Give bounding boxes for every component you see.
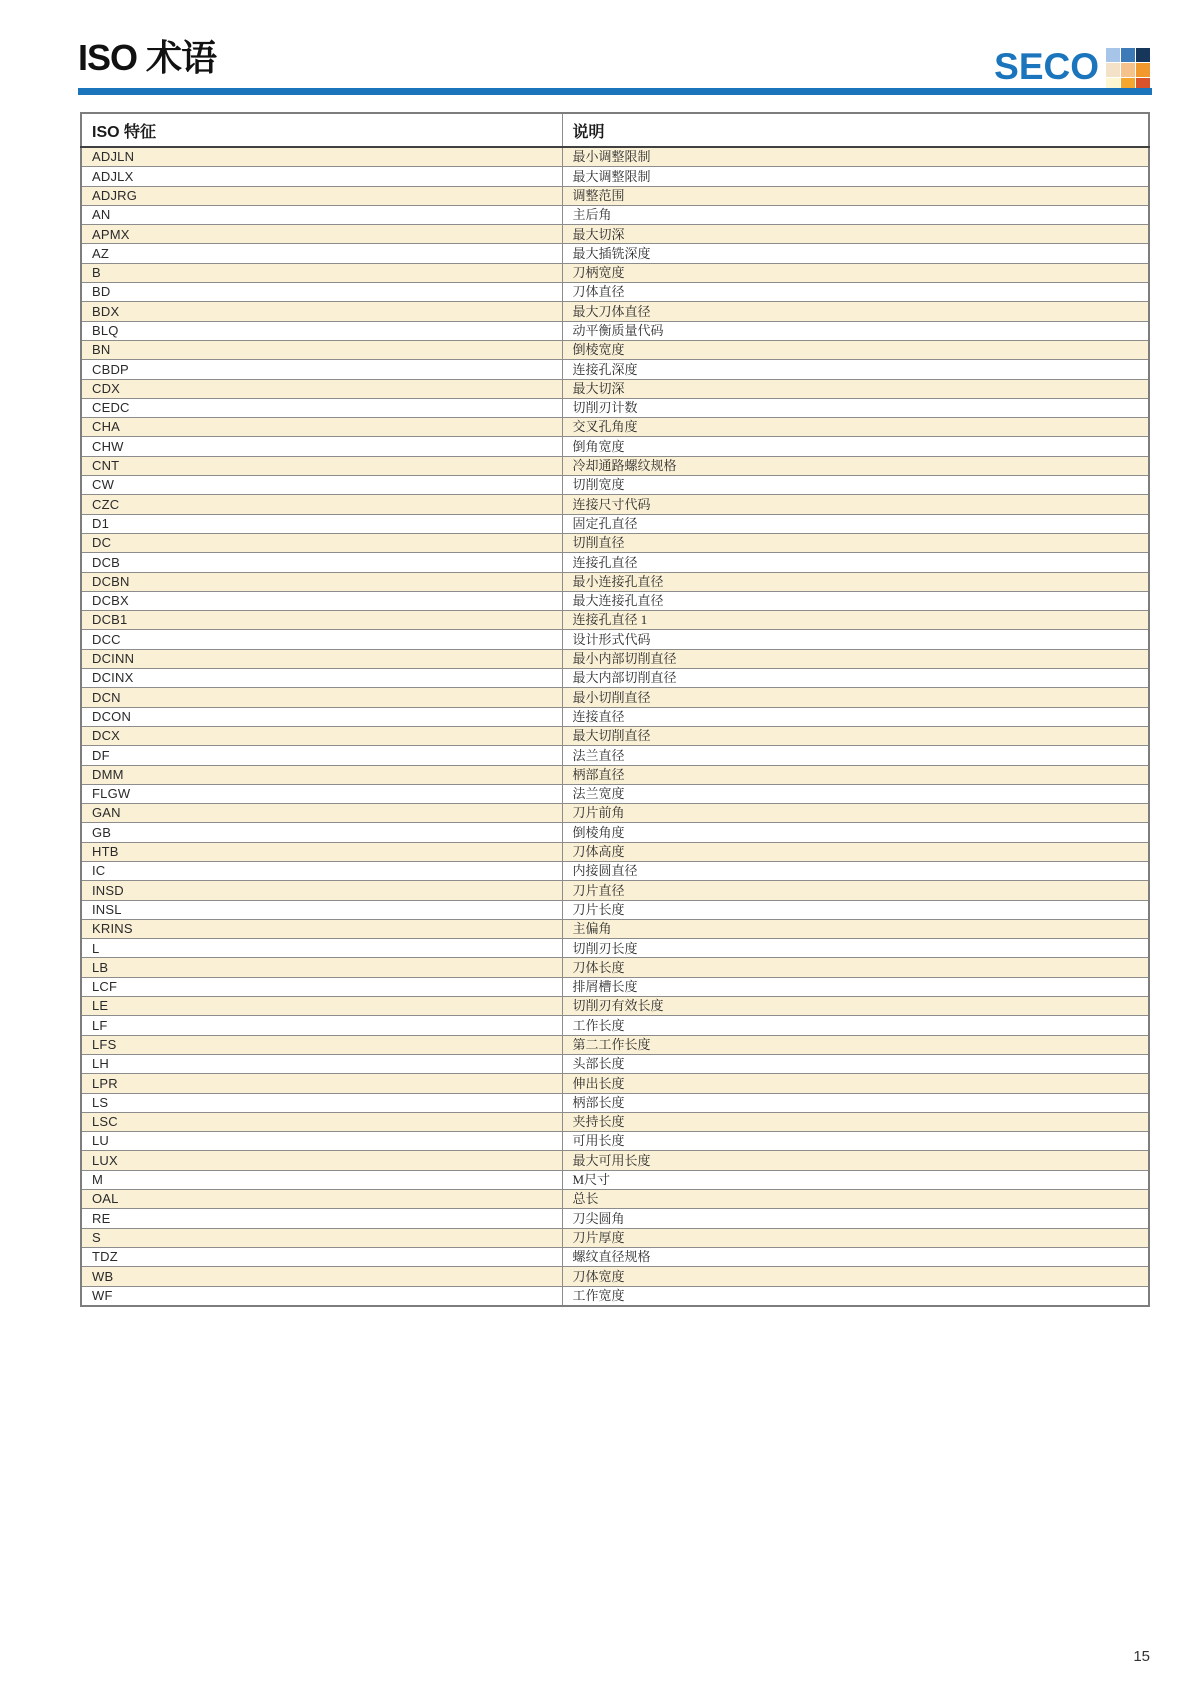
- table-row: [81, 225, 1149, 244]
- table-row: [81, 688, 1149, 707]
- feature-code-cell: ADJRG: [81, 186, 562, 205]
- table-row: [81, 842, 1149, 861]
- description-cell: 交叉孔角度: [562, 418, 1149, 437]
- table-row: [81, 1247, 1149, 1266]
- table-row: [81, 533, 1149, 552]
- description-cell: 切削刃长度: [562, 939, 1149, 958]
- description-cell: 第二工作长度: [562, 1035, 1149, 1054]
- description-cell: 动平衡质量代码: [562, 321, 1149, 340]
- description-cell: 连接孔直径: [562, 553, 1149, 572]
- description-cell: 刀片直径: [562, 881, 1149, 900]
- description-cell: 排屑槽长度: [562, 977, 1149, 996]
- description-cell: 倒角宽度: [562, 437, 1149, 456]
- feature-code-cell: DCB: [81, 553, 562, 572]
- feature-code-cell: BN: [81, 340, 562, 359]
- table-row: [81, 1286, 1149, 1306]
- description-cell: M尺寸: [562, 1170, 1149, 1189]
- feature-code-cell: CZC: [81, 495, 562, 514]
- feature-code-cell: CEDC: [81, 398, 562, 417]
- description-cell: 螺纹直径规格: [562, 1247, 1149, 1266]
- feature-code-cell: L: [81, 939, 562, 958]
- feature-code-cell: DCINX: [81, 669, 562, 688]
- table-row: [81, 476, 1149, 495]
- description-cell: 最小调整限制: [562, 147, 1149, 167]
- description-cell: 刀片前角: [562, 804, 1149, 823]
- table-row: [81, 1170, 1149, 1189]
- table-row: [81, 244, 1149, 263]
- table-row: [81, 398, 1149, 417]
- description-cell: 最大刀体直径: [562, 302, 1149, 321]
- feature-code-cell: WF: [81, 1286, 562, 1306]
- feature-code-cell: AZ: [81, 244, 562, 263]
- feature-code-cell: APMX: [81, 225, 562, 244]
- table-row: [81, 1074, 1149, 1093]
- table-row: [81, 1228, 1149, 1247]
- feature-code-cell: LB: [81, 958, 562, 977]
- seco-logo: [994, 40, 1150, 92]
- description-cell: 连接孔深度: [562, 360, 1149, 379]
- table-row: [81, 919, 1149, 938]
- description-cell: 刀片长度: [562, 900, 1149, 919]
- table-row: [81, 167, 1149, 186]
- table-row: [81, 283, 1149, 302]
- table-row: [81, 611, 1149, 630]
- table-row: [81, 418, 1149, 437]
- table-row: [81, 649, 1149, 668]
- table-row: [81, 1151, 1149, 1170]
- feature-code-cell: LE: [81, 997, 562, 1016]
- table-row: [81, 726, 1149, 745]
- column-header-iso-feature: ISO 特征: [81, 113, 562, 147]
- description-cell: 刀体长度: [562, 958, 1149, 977]
- feature-code-cell: LCF: [81, 977, 562, 996]
- feature-code-cell: DCBN: [81, 572, 562, 591]
- description-cell: 刀柄宽度: [562, 263, 1149, 282]
- table-row: [81, 1132, 1149, 1151]
- feature-code-cell: WB: [81, 1267, 562, 1286]
- feature-code-cell: GB: [81, 823, 562, 842]
- table-row: [81, 958, 1149, 977]
- feature-code-cell: CHA: [81, 418, 562, 437]
- table-row: [81, 1190, 1149, 1209]
- feature-code-cell: TDZ: [81, 1247, 562, 1266]
- description-cell: 柄部长度: [562, 1093, 1149, 1112]
- feature-code-cell: DCBX: [81, 591, 562, 610]
- description-cell: 可用长度: [562, 1132, 1149, 1151]
- table-row: [81, 861, 1149, 880]
- iso-terms-table: [80, 112, 1150, 1307]
- feature-code-cell: CDX: [81, 379, 562, 398]
- table-row: [81, 707, 1149, 726]
- feature-code-cell: AN: [81, 205, 562, 224]
- feature-code-cell: INSL: [81, 900, 562, 919]
- table-row: [81, 997, 1149, 1016]
- logo-square: [1136, 63, 1150, 77]
- feature-code-cell: D1: [81, 514, 562, 533]
- feature-code-cell: DCON: [81, 707, 562, 726]
- description-cell: 最大内部切削直径: [562, 669, 1149, 688]
- table-row: [81, 514, 1149, 533]
- description-cell: 连接孔直径 1: [562, 611, 1149, 630]
- description-cell: 调整范围: [562, 186, 1149, 205]
- description-cell: 切削刃有效长度: [562, 997, 1149, 1016]
- table-row: [81, 1112, 1149, 1131]
- table-row: [81, 572, 1149, 591]
- feature-code-cell: LFS: [81, 1035, 562, 1054]
- feature-code-cell: DC: [81, 533, 562, 552]
- description-cell: 最大调整限制: [562, 167, 1149, 186]
- description-cell: 设计形式代码: [562, 630, 1149, 649]
- feature-code-cell: B: [81, 263, 562, 282]
- feature-code-cell: DCINN: [81, 649, 562, 668]
- feature-code-cell: DCN: [81, 688, 562, 707]
- feature-code-cell: DCB1: [81, 611, 562, 630]
- header-divider-rule: [78, 88, 1152, 95]
- logo-square: [1106, 48, 1120, 62]
- description-cell: 工作宽度: [562, 1286, 1149, 1306]
- description-cell: 头部长度: [562, 1054, 1149, 1073]
- description-cell: 法兰直径: [562, 746, 1149, 765]
- table-row: [81, 881, 1149, 900]
- feature-code-cell: CW: [81, 476, 562, 495]
- table-row: [81, 630, 1149, 649]
- description-cell: 内接圆直径: [562, 861, 1149, 880]
- description-cell: 夹持长度: [562, 1112, 1149, 1131]
- feature-code-cell: INSD: [81, 881, 562, 900]
- description-cell: 连接直径: [562, 707, 1149, 726]
- table-row: [81, 746, 1149, 765]
- page-number: 15: [1133, 1648, 1150, 1665]
- feature-code-cell: CBDP: [81, 360, 562, 379]
- feature-code-cell: CHW: [81, 437, 562, 456]
- table-row: [81, 263, 1149, 282]
- feature-code-cell: LUX: [81, 1151, 562, 1170]
- column-header-description: 说明: [562, 113, 1149, 147]
- table-row: [81, 302, 1149, 321]
- feature-code-cell: FLGW: [81, 784, 562, 803]
- table-row: [81, 1093, 1149, 1112]
- table-row: [81, 147, 1149, 167]
- table-row: [81, 553, 1149, 572]
- table-row: [81, 1016, 1149, 1035]
- logo-square: [1136, 48, 1150, 62]
- feature-code-cell: S: [81, 1228, 562, 1247]
- feature-code-cell: DF: [81, 746, 562, 765]
- description-cell: 柄部直径: [562, 765, 1149, 784]
- description-cell: 最大切深: [562, 225, 1149, 244]
- table-row: [81, 1267, 1149, 1286]
- description-cell: 主后角: [562, 205, 1149, 224]
- feature-code-cell: LSC: [81, 1112, 562, 1131]
- feature-code-cell: CNT: [81, 456, 562, 475]
- table-row: [81, 1035, 1149, 1054]
- description-cell: 最大可用长度: [562, 1151, 1149, 1170]
- page-title: ISO 术语: [78, 37, 217, 78]
- description-cell: 刀体高度: [562, 842, 1149, 861]
- table-header-row: [81, 113, 1149, 147]
- description-cell: 法兰宽度: [562, 784, 1149, 803]
- description-cell: 刀片厚度: [562, 1228, 1149, 1247]
- table-row: [81, 977, 1149, 996]
- table-row: [81, 823, 1149, 842]
- table-row: [81, 205, 1149, 224]
- table-row: [81, 939, 1149, 958]
- logo-square: [1121, 63, 1135, 77]
- feature-code-cell: GAN: [81, 804, 562, 823]
- table-row: [81, 360, 1149, 379]
- feature-code-cell: LS: [81, 1093, 562, 1112]
- table-row: [81, 186, 1149, 205]
- seco-logo-text: SECO: [994, 45, 1099, 87]
- description-cell: 连接尺寸代码: [562, 495, 1149, 514]
- table-row: [81, 456, 1149, 475]
- feature-code-cell: LH: [81, 1054, 562, 1073]
- description-cell: 最小内部切削直径: [562, 649, 1149, 668]
- table-row: [81, 1209, 1149, 1228]
- table-row: [81, 669, 1149, 688]
- feature-code-cell: IC: [81, 861, 562, 880]
- feature-code-cell: RE: [81, 1209, 562, 1228]
- feature-code-cell: OAL: [81, 1190, 562, 1209]
- feature-code-cell: DCX: [81, 726, 562, 745]
- table-row: [81, 379, 1149, 398]
- feature-code-cell: LU: [81, 1132, 562, 1151]
- feature-code-cell: BLQ: [81, 321, 562, 340]
- description-cell: 最大插铣深度: [562, 244, 1149, 263]
- description-cell: 最大连接孔直径: [562, 591, 1149, 610]
- description-cell: 冷却通路螺纹规格: [562, 456, 1149, 475]
- description-cell: 工作长度: [562, 1016, 1149, 1035]
- description-cell: 总长: [562, 1190, 1149, 1209]
- logo-square: [1106, 63, 1120, 77]
- feature-code-cell: M: [81, 1170, 562, 1189]
- description-cell: 刀体直径: [562, 283, 1149, 302]
- table-row: [81, 900, 1149, 919]
- description-cell: 切削宽度: [562, 476, 1149, 495]
- feature-code-cell: BDX: [81, 302, 562, 321]
- feature-code-cell: HTB: [81, 842, 562, 861]
- table-row: [81, 437, 1149, 456]
- feature-code-cell: ADJLN: [81, 147, 562, 167]
- table-row: [81, 784, 1149, 803]
- table-row: [81, 1054, 1149, 1073]
- feature-code-cell: KRINS: [81, 919, 562, 938]
- description-cell: 固定孔直径: [562, 514, 1149, 533]
- description-cell: 最大切深: [562, 379, 1149, 398]
- feature-code-cell: ADJLX: [81, 167, 562, 186]
- feature-code-cell: DCC: [81, 630, 562, 649]
- table-row: [81, 495, 1149, 514]
- description-cell: 最小切削直径: [562, 688, 1149, 707]
- logo-square: [1121, 48, 1135, 62]
- description-cell: 倒棱宽度: [562, 340, 1149, 359]
- feature-code-cell: BD: [81, 283, 562, 302]
- description-cell: 倒棱角度: [562, 823, 1149, 842]
- feature-code-cell: LF: [81, 1016, 562, 1035]
- description-cell: 主偏角: [562, 919, 1149, 938]
- feature-code-cell: LPR: [81, 1074, 562, 1093]
- table-row: [81, 591, 1149, 610]
- description-cell: 最小连接孔直径: [562, 572, 1149, 591]
- description-cell: 刀尖圆角: [562, 1209, 1149, 1228]
- description-cell: 刀体宽度: [562, 1267, 1149, 1286]
- description-cell: 切削刃计数: [562, 398, 1149, 417]
- description-cell: 切削直径: [562, 533, 1149, 552]
- seco-logo-squares-icon: [1106, 48, 1150, 92]
- description-cell: 最大切削直径: [562, 726, 1149, 745]
- feature-code-cell: DMM: [81, 765, 562, 784]
- table-row: [81, 765, 1149, 784]
- table-row: [81, 804, 1149, 823]
- description-cell: 伸出长度: [562, 1074, 1149, 1093]
- table-row: [81, 321, 1149, 340]
- table-row: [81, 340, 1149, 359]
